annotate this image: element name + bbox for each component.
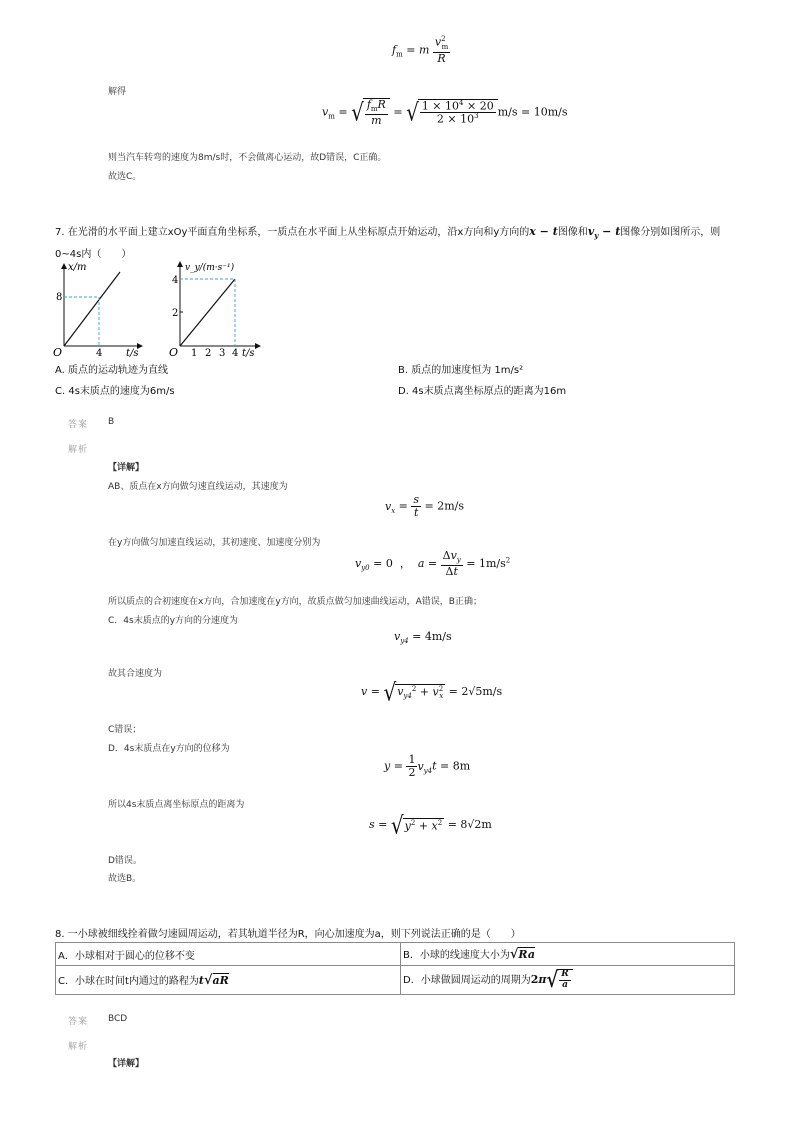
graph2-xlabel: t/s (242, 348, 255, 359)
q8-option-a[interactable] (56, 943, 401, 966)
q8-detail-title: 【详解】 (108, 1059, 145, 1069)
graph2-ytick-4: 4 (172, 275, 179, 286)
q8-options-table (55, 942, 735, 995)
q7-choose: 故选B。 (108, 874, 142, 884)
q7-stem-line2: 0~4s内（ ） (55, 249, 132, 260)
q7-option-d[interactable]: D. 4s末质点离坐标原点的距离为16m (398, 386, 567, 397)
graph2-xtick-3: 3 (219, 348, 226, 359)
formula-vy0: $v_{y0} = 0$ ， a = $\frac{\Delta v_y}{\Delta t}$ = $1m/s^2$ (355, 549, 511, 578)
graph2-ytick-2: 2 (172, 308, 179, 319)
q8-analysis-label: 解析 (68, 1042, 89, 1052)
q7-option-a[interactable]: A. 质点的运动轨迹为直线 (55, 365, 169, 376)
formula-vx: $v_x$ = $\frac{s}{t}$ = 2m/s (385, 493, 465, 520)
q8-option-c[interactable]: C．小球在时间t内通过的路程为t√aR (56, 966, 401, 995)
q7-c-wrong: C错误； (108, 725, 142, 735)
q7-option-c[interactable]: C. 4s末质点的速度为6m/s (55, 386, 175, 397)
q7-option-b[interactable]: B. 质点的加速度恒为 1m/s² (398, 365, 524, 376)
graph2-xtick-1: 1 (191, 348, 198, 359)
q7-ab-text: AB、质点在x方向做匀速直线运动，其速度为 (108, 482, 288, 492)
q7-d-text: D．4s末质点在y方向的位移为 (108, 744, 230, 754)
graph2-xtick-2: 2 (205, 348, 212, 359)
graph2-line (180, 279, 235, 346)
formula-vm: $v_m$ = √ $\frac{f_mR}{m}$ = √ $\frac{1 \times 10^4 \times 20}{2 \times 10^3}$ m/s = 10m/s (322, 98, 568, 127)
q8-answer-label: 答案 (68, 1017, 89, 1027)
jiede-label: 解得 (108, 87, 127, 97)
q7-c-text2: 故其合速度为 (108, 669, 163, 679)
q8-answer: BCD (108, 1014, 128, 1024)
graph2-xtick-4: 4 (232, 348, 239, 359)
q7-d-wrong: D错误。 (108, 856, 142, 866)
graph2-ylabel: v_y/(m·s⁻¹) (185, 263, 235, 273)
graph2-origin: O (169, 346, 179, 359)
graph1-xtick: 4 (96, 348, 103, 359)
top-line2: 故选C。 (108, 172, 142, 182)
top-line1: 则当汽车转弯的速度为8m/s时，不会做离心运动，故D错误，C正确。 (108, 153, 387, 163)
q7-c-text: C．4s末质点的y方向的分速度为 (108, 616, 239, 626)
q7-detail-title: 【详解】 (108, 463, 145, 473)
q8-option-b[interactable]: B．小球的线速度大小为√Ra (401, 943, 735, 966)
graph1-line (64, 272, 120, 346)
q7-analysis-label: 解析 (68, 445, 89, 455)
q7-conclusion-ab: 所以质点的合初速度在x方向，合加速度在y方向，故质点做匀加速曲线运动，A错误，B正确； (108, 597, 482, 607)
q7-stem-text: 7. 在光滑的水平面上建立xOy平面直角坐标系，一质点在水平面上从坐标原点开始运动，沿x方向和y方向的 (55, 227, 530, 238)
q8-stem: 8. 一小球被细线拴着做匀速圆周运动，若其轨道半径为R，向心加速度为a，则下列说法正确的是（ ） (55, 929, 521, 940)
formula-vy4: $v_{y4} = 4m/s$ (394, 630, 452, 646)
q7-d-text2: 所以4s末质点离坐标原点的距离为 (108, 800, 245, 810)
graph1-xlabel: t/s (126, 348, 139, 359)
q7-graph-vyt (168, 258, 268, 362)
q8-option-d-label: D．小球做圆周运动的周期为 (403, 975, 531, 986)
q8-option-a-label: A．小球相对于圆心的位移不变 (58, 950, 195, 962)
graph1-origin: O (53, 346, 63, 359)
q7-answer: B (108, 417, 115, 427)
q8-option-d[interactable]: D．小球做圆周运动的周期为2π√ $\frac{R}{a}$ (401, 966, 735, 995)
formula-v: $v = √v_{y4}^2 + v^2_x = 2√5m/s$ (361, 677, 503, 707)
q8-option-b-label: B．小球的线速度大小为 (403, 950, 510, 961)
graph1-ytick: 8 (56, 292, 63, 303)
q7-y-text: 在y方向做匀加速直线运动，其初速度、加速度分别为 (108, 538, 321, 548)
q7-stem-line1: 7. 在光滑的水平面上建立xOy平面直角坐标系，一质点在水平面上从坐标原点开始运动，沿x方向和y方向的x − t图像和$v_y - t$图像分别如图所示，则 (55, 225, 721, 241)
graph1-ylabel: x/m (68, 262, 87, 273)
formula-s: $s = √y^2 + x^2 = 8√2m$ (369, 810, 492, 840)
formula-y: y = $\frac{1}{2}$ $v_{y4}t = 8m$ (384, 753, 471, 780)
q7-graph-xt (52, 258, 148, 362)
q7-answer-label: 答案 (68, 420, 89, 430)
q7-stem-mid: 图像和 (557, 227, 588, 238)
q7-stem-end: 图像分别如图所示，则 (620, 227, 721, 238)
q8-option-c-label: C．小球在时间t内通过的路程为 (58, 976, 199, 987)
formula-fm: $f_m = m$ $\frac{v^2_m}{R}$ (392, 35, 449, 65)
